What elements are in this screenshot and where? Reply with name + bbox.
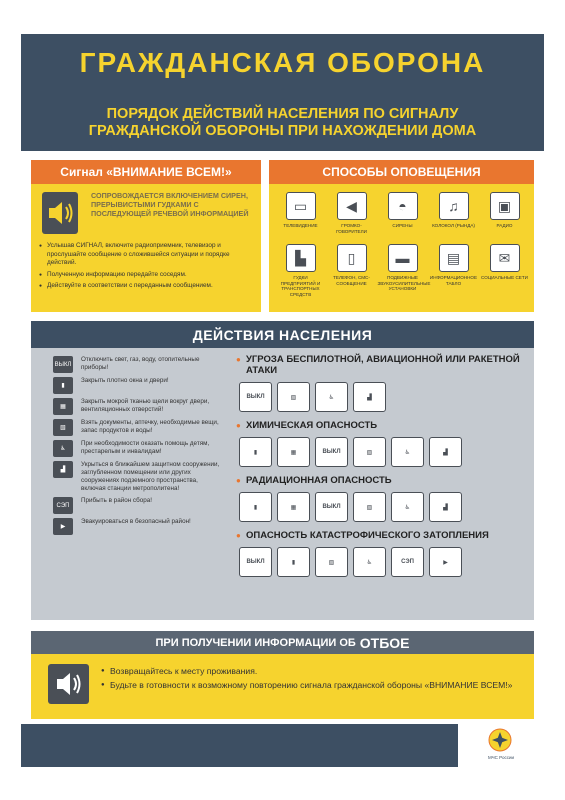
door-icon: ▮ (239, 492, 272, 522)
actions-heading: ДЕЙСТВИЯ НАСЕЛЕНИЯ (31, 321, 534, 348)
documents-icon: ▧ (353, 437, 386, 467)
shelter-icon: ▟ (429, 492, 462, 522)
door-icon: ▮ (277, 547, 310, 577)
truck-icon: ▬ (388, 244, 418, 272)
threat-block (236, 354, 531, 412)
action-row (53, 440, 223, 457)
notification-heading: СПОСОБЫ ОПОВЕЩЕНИЯ (269, 160, 534, 184)
notification-panel (269, 160, 534, 312)
logo-text: МЧС России (487, 755, 515, 760)
phone-icon: ▯ (337, 244, 367, 272)
notification-label: КОЛОКОЛ (РЫНДА) (432, 223, 475, 228)
notification-method (326, 192, 377, 240)
threat-block (236, 420, 531, 467)
list-item: ● Будьте в готовности к возможному повторению сигнала гражданской обороны «ВНИМАНИЕ ВСЕМ!» (101, 680, 521, 691)
notification-method (428, 192, 479, 240)
assembly-icon: СЭП (53, 497, 73, 514)
action-text: При необходимости оказать помощь детям, престарелым и инвалидам! (81, 440, 210, 455)
siren-icon: ◓ (388, 192, 418, 220)
action-row (53, 461, 223, 493)
notification-method (326, 244, 377, 292)
door-icon: ▮ (53, 377, 73, 394)
page-subtitle (21, 106, 544, 140)
notification-label: ГРОМКО-ГОВОРИТЕЛИ (336, 223, 367, 234)
tv-icon: ▭ (286, 192, 316, 220)
seal-gaps-icon: ▦ (277, 492, 310, 522)
threat-block (236, 530, 531, 577)
documents-icon: ▧ (353, 492, 386, 522)
action-text: Взять документы, аптечку, необходимые вещи, запас продуктов и воды! (81, 419, 219, 434)
notification-label: ПОДВИЖНЫЕ ЗВУКОУСИЛИТЕЛЬНЫЕ УСТАНОВКИ (377, 275, 431, 291)
notification-method (377, 244, 431, 292)
documents-icon: ▧ (53, 419, 73, 436)
notification-method (479, 244, 530, 292)
subtitle-line-1: ПОРЯДОК ДЕЙСТВИЙ НАСЕЛЕНИЯ ПО СИГНАЛУ (106, 106, 459, 122)
poster (21, 34, 544, 767)
threat-title: ● ХИМИЧЕСКАЯ ОПАСНОСТЬ (236, 420, 531, 431)
cancel-heading-emphasis: ОТБОЕ (359, 634, 410, 651)
cancel-heading-prefix: ПРИ ПОЛУЧЕНИИ ИНФОРМАЦИИ ОБ (155, 636, 356, 649)
footer (21, 724, 544, 767)
actions-list (53, 356, 223, 539)
action-row (53, 497, 223, 514)
evacuate-icon: ▶ (429, 547, 462, 577)
signal-panel (31, 160, 261, 312)
list-item: ● Полученную информацию передайте соседям. (39, 271, 257, 280)
action-text: Закрыть мокрой тканью щели вокруг двери, вентиляционных отверстий! (81, 398, 210, 413)
threats-list (236, 354, 531, 585)
seal-gaps-icon: ▦ (53, 398, 73, 415)
action-row (53, 356, 223, 373)
action-text: Прибыть в район сбора! (81, 497, 152, 504)
threat-icon-row (239, 382, 531, 412)
cancel-heading (31, 631, 534, 654)
social-icon: ✉ (490, 244, 520, 272)
notification-label: СИРЕНЫ (392, 223, 413, 228)
switch-off-icon: ВЫКЛ (239, 547, 272, 577)
action-row (53, 398, 223, 415)
page-title: ГРАЖДАНСКАЯ ОБОРОНА (79, 47, 486, 78)
switch-off-icon: ВЫКЛ (53, 356, 73, 373)
signal-heading: Сигнал «ВНИМАНИЕ ВСЕМ!» (31, 160, 261, 184)
threat-icon-row (239, 492, 531, 522)
documents-icon: ▧ (277, 382, 310, 412)
help-icon: ♿ (391, 492, 424, 522)
switch-off-icon: ВЫКЛ (239, 382, 272, 412)
speaker-icon (48, 664, 89, 704)
factory-icon: ▙ (286, 244, 316, 272)
shelter-icon: ▟ (353, 382, 386, 412)
header (21, 34, 544, 151)
notification-method (275, 244, 326, 297)
threat-block (236, 475, 531, 522)
switch-off-icon: ВЫКЛ (315, 437, 348, 467)
assembly-icon: СЭП (391, 547, 424, 577)
actions-panel (31, 348, 534, 620)
action-text: Эвакуироваться в безопасный район! (81, 518, 191, 525)
switch-off-icon: ВЫКЛ (315, 492, 348, 522)
loudspeaker-icon: ◀ (337, 192, 367, 220)
action-text: Укрыться в ближайшем защитном сооружении, заглубленном помещении или других сооружениях подземного пространства, включая станции метрополитена! (81, 461, 220, 492)
notification-method (479, 192, 530, 240)
list-item: ● Действуйте в соответствии с переданным сообщением. (39, 282, 257, 291)
notification-method (377, 192, 428, 240)
info-board-icon: ▤ (439, 244, 469, 272)
threat-title: ● УГРОЗА БЕСПИЛОТНОЙ, АВИАЦИОННОЙ ИЛИ РАКЕТНОЙ АТАКИ (236, 354, 531, 376)
action-text: Отключить свет, газ, воду, отопительные приборы! (81, 356, 200, 371)
emercom-logo (458, 724, 544, 767)
subtitle-line-2: ГРАЖДАНСКОЙ ОБОРОНЫ ПРИ НАХОЖДЕНИИ ДОМА (88, 123, 477, 139)
action-row (53, 377, 223, 394)
threat-title: ● РАДИАЦИОННАЯ ОПАСНОСТЬ (236, 475, 531, 486)
notification-label: СОЦИАЛЬНЫЕ СЕТИ (481, 275, 528, 280)
cancel-panel (31, 654, 534, 719)
evacuate-icon: ▶ (53, 518, 73, 535)
notification-label: ГУДКИ ПРЕДПРИЯТИЙ И ТРАНСПОРТНЫХ СРЕДСТВ (280, 275, 321, 297)
door-icon: ▮ (239, 437, 272, 467)
action-row (53, 419, 223, 436)
list-item: ● Услышав СИГНАЛ, включите радиоприемник, телевизор и прослушайте сообщение о сложившейся ситуации и порядке действий. (39, 242, 257, 268)
cancel-instructions (101, 666, 521, 694)
radio-icon: ▣ (490, 192, 520, 220)
help-icon: ♿ (391, 437, 424, 467)
notification-grid (275, 192, 530, 297)
help-icon: ♿ (315, 382, 348, 412)
notification-label: РАДИО (496, 223, 513, 228)
help-icon: ♿ (53, 440, 73, 457)
speaker-icon (42, 192, 78, 234)
documents-icon: ▧ (315, 547, 348, 577)
help-icon: ♿ (353, 547, 386, 577)
notification-label: ТЕЛЕФОН, СМС-СООБЩЕНИЕ (333, 275, 370, 286)
shelter-icon: ▟ (53, 461, 73, 478)
threat-icon-row (239, 437, 531, 467)
threat-icon-row (239, 547, 531, 577)
notification-method (275, 192, 326, 240)
signal-instructions (39, 242, 257, 294)
shelter-icon: ▟ (429, 437, 462, 467)
action-row (53, 518, 223, 535)
signal-description: СОПРОВОЖДАЕТСЯ ВКЛЮЧЕНИЕМ СИРЕН, ПРЕРЫВИСТЫМИ ГУДКАМИ С ПОСЛЕДУЮЩЕЙ РЕЧЕВОЙ ИНФОРМАЦИЕЙ (91, 191, 249, 218)
action-text: Закрыть плотно окна и двери! (81, 377, 169, 384)
threat-title: ● ОПАСНОСТЬ КАТАСТРОФИЧЕСКОГО ЗАТОПЛЕНИЯ (236, 530, 531, 541)
notification-label: ТЕЛЕВИДЕНИЕ (283, 223, 318, 228)
bell-icon: ♫ (439, 192, 469, 220)
list-item: ● Возвращайтесь к месту проживания. (101, 666, 521, 677)
notification-method (428, 244, 479, 292)
notification-label: ИНФОРМАЦИОННОЕ ТАБЛО (429, 275, 478, 286)
emercom-emblem-icon (488, 728, 512, 752)
seal-gaps-icon: ▦ (277, 437, 310, 467)
